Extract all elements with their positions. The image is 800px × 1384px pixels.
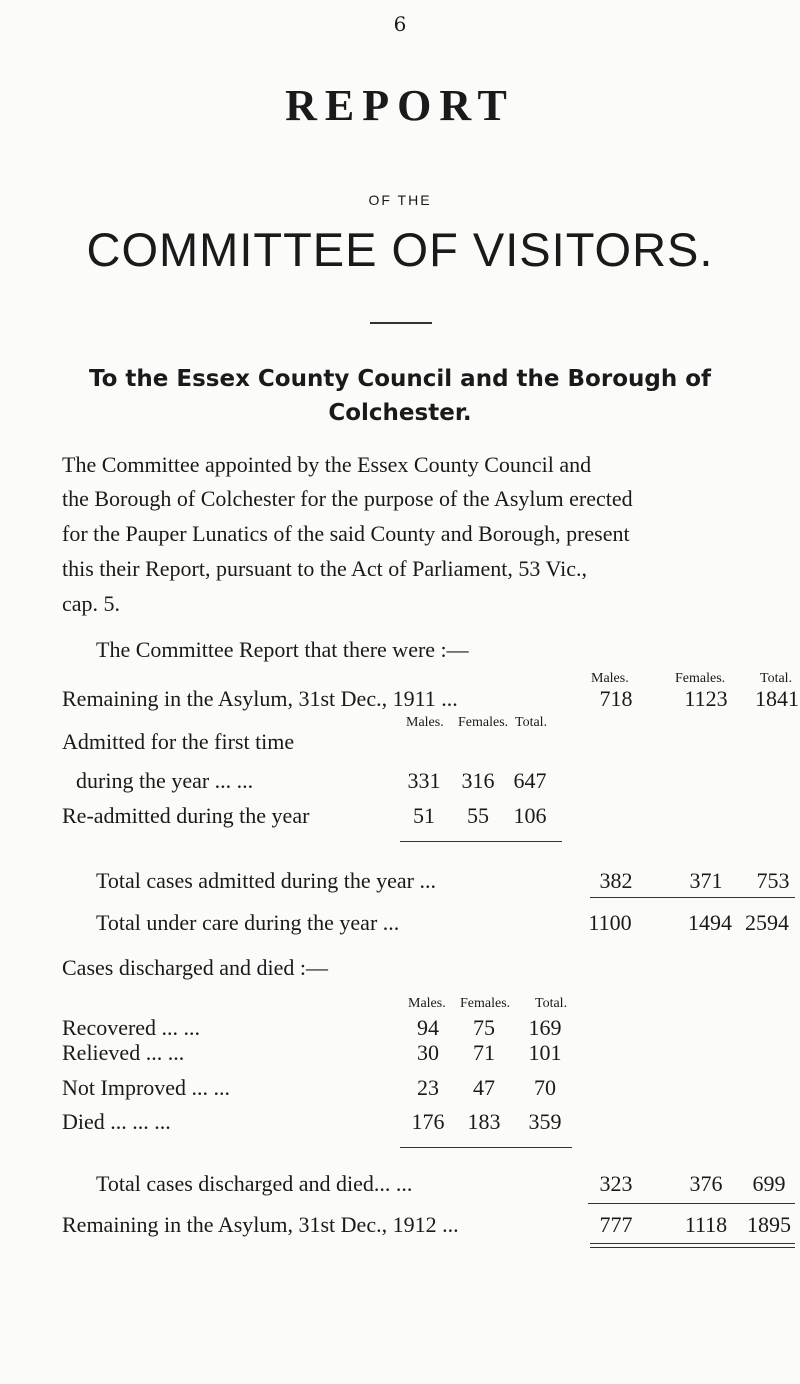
not-improved-males: 23	[417, 1075, 439, 1100]
under-care-females: 1494	[688, 910, 732, 935]
under-care-label: Total under care during the year ...	[96, 910, 400, 935]
intro-line-1: The Committee appointed by the Essex County Council and	[62, 452, 592, 477]
remaining-1911-label: Remaining in the Asylum, 31st Dec., 1911 ...	[62, 686, 458, 711]
admitted-first-females: 316	[461, 768, 495, 793]
intro-line-5: cap. 5.	[62, 591, 121, 616]
inner-header-females: Females.	[458, 715, 509, 730]
remaining-1911-females: 1123	[684, 686, 728, 711]
discharged-header-males: Males.	[408, 996, 446, 1011]
under-care-males: 1100	[588, 910, 632, 935]
committee-heading: COMMITTEE OF VISITORS.	[86, 223, 714, 276]
under-care-total: 2594	[745, 910, 789, 935]
discharged-header-females: Females.	[460, 996, 511, 1011]
report-title: REPORT	[285, 81, 515, 130]
remaining-1912-females: 1118	[684, 1212, 728, 1237]
remaining-1912-total: 1895	[747, 1212, 791, 1237]
inner-header-total: Total.	[515, 715, 548, 730]
discharged-label: Cases discharged and died :—	[62, 955, 328, 980]
total-admitted-females: 371	[689, 868, 723, 893]
recovered-males: 94	[417, 1015, 439, 1040]
not-improved-females: 47	[473, 1075, 495, 1100]
total-admitted-total: 753	[756, 868, 790, 893]
admitted-first-total: 647	[513, 768, 547, 793]
total-admitted-label: Total cases admitted during the year ...	[96, 868, 436, 893]
died-total: 359	[528, 1109, 562, 1134]
not-improved-total: 70	[534, 1075, 556, 1100]
addressee-heading: To the Essex County Council and the Borough of Colchester.	[88, 366, 712, 426]
admitted-label: Admitted for the first time	[62, 729, 295, 754]
readmitted-label: Re-admitted during the year	[62, 803, 310, 828]
remaining-1912-males: 777	[599, 1212, 633, 1237]
discharged-sum-rule	[400, 1147, 572, 1148]
recovered-label: Recovered ... ...	[62, 1015, 201, 1040]
recovered-females: 75	[473, 1015, 495, 1040]
total-discharged-males: 323	[599, 1171, 633, 1196]
died-label: Died ... ... ...	[62, 1109, 171, 1134]
not-improved-label: Not Improved ... ...	[62, 1075, 231, 1100]
final-double-rule-1	[590, 1243, 795, 1244]
readmitted-females: 55	[467, 803, 489, 828]
total-discharged-total: 699	[752, 1171, 786, 1196]
died-females: 183	[467, 1109, 501, 1134]
header-total: Total.	[760, 671, 793, 686]
title-divider	[370, 322, 432, 324]
readmitted-males: 51	[413, 803, 435, 828]
page-number: 6	[393, 12, 407, 36]
died-males: 176	[411, 1109, 445, 1134]
of-the-subtitle: OF THE	[368, 192, 432, 208]
admitted-first-label: during the year ... ...	[76, 768, 254, 793]
remaining-1911-total: 1841	[755, 686, 799, 711]
intro-line-2: the Borough of Colchester for the purpose of the Asylum erected	[62, 486, 633, 511]
readmitted-total: 106	[513, 803, 547, 828]
header-females: Females.	[675, 671, 726, 686]
total-admitted-males: 382	[599, 868, 633, 893]
total-discharged-label: Total cases discharged and died... ...	[96, 1171, 413, 1196]
recovered-total: 169	[528, 1015, 562, 1040]
remaining-1911-males: 718	[599, 686, 633, 711]
intro-line-3: for the Pauper Lunatics of the said County and Borough, present	[62, 521, 630, 546]
intro-line-4: this their Report, pursuant to the Act of Parliament, 53 Vic.,	[62, 556, 587, 581]
total-discharged-females: 376	[689, 1171, 723, 1196]
discharged-total-rule	[588, 1203, 795, 1204]
inner-header-males: Males.	[406, 715, 444, 730]
header-males: Males.	[591, 671, 629, 686]
relieved-label: Relieved ... ...	[62, 1040, 185, 1065]
relieved-total: 101	[528, 1040, 562, 1065]
relieved-females: 71	[473, 1040, 495, 1065]
admitted-first-males: 331	[407, 768, 441, 793]
remaining-1912-label: Remaining in the Asylum, 31st Dec., 1912 ...	[62, 1212, 459, 1237]
relieved-males: 30	[417, 1040, 439, 1065]
discharged-header-total: Total.	[535, 996, 568, 1011]
admitted-total-rule	[590, 897, 795, 898]
final-double-rule-2	[590, 1247, 795, 1248]
admitted-sum-rule	[400, 841, 562, 842]
report-intro: The Committee Report that there were :—	[96, 637, 469, 662]
